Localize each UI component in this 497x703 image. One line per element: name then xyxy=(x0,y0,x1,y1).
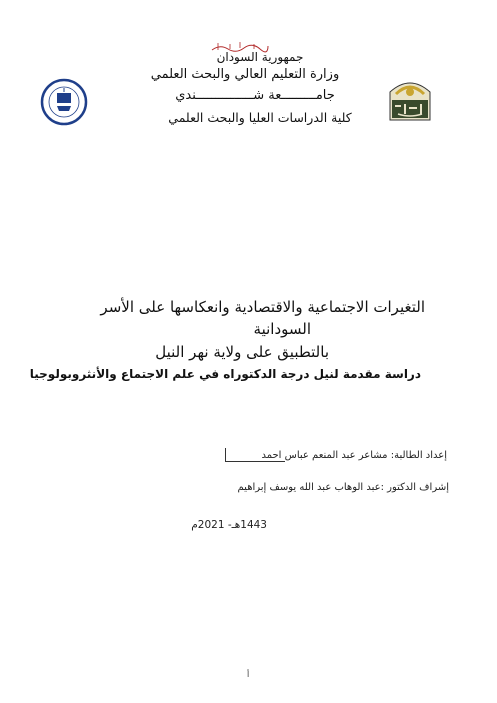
shendi-university-circular-logo-icon xyxy=(40,78,88,126)
student-name: إعداد الطالبة: مشاعر عبد المنعم عباس احمد xyxy=(261,450,447,461)
thesis-title-line-2: السودانية xyxy=(253,320,311,338)
thesis-title-line-1: التغيرات الاجتماعية والاقتصادية وانعكاسها على الأسر xyxy=(100,298,425,316)
thesis-degree-statement: دراسة مقدمة لنيل درجة الدكتوراه في علم الاجتماع والأنثروبولوجيا xyxy=(29,367,421,381)
university-heading: جامـــــــــعة شـــــــــــــــندي xyxy=(175,88,335,103)
republic-heading: جمهورية السودان xyxy=(216,50,304,64)
thesis-title-line-3: بالتطبيق على ولاية نهر النيل xyxy=(155,343,329,361)
shendi-university-crest-logo-icon xyxy=(386,74,434,126)
page-number: أ xyxy=(247,670,250,679)
text-cursor-mark xyxy=(225,448,226,462)
ministry-heading: وزارة التعليم العالي والبحث العلمي xyxy=(150,67,340,82)
supervisor-name: إشراف الدكتور :عبد الوهاب عبد الله يوسف إبراهيم xyxy=(237,482,449,493)
underline-mark xyxy=(225,461,285,462)
thesis-date: 1443هـ- 2021م xyxy=(191,519,267,531)
college-heading: كلية الدراسات العليا والبحث العلمي xyxy=(168,110,352,125)
